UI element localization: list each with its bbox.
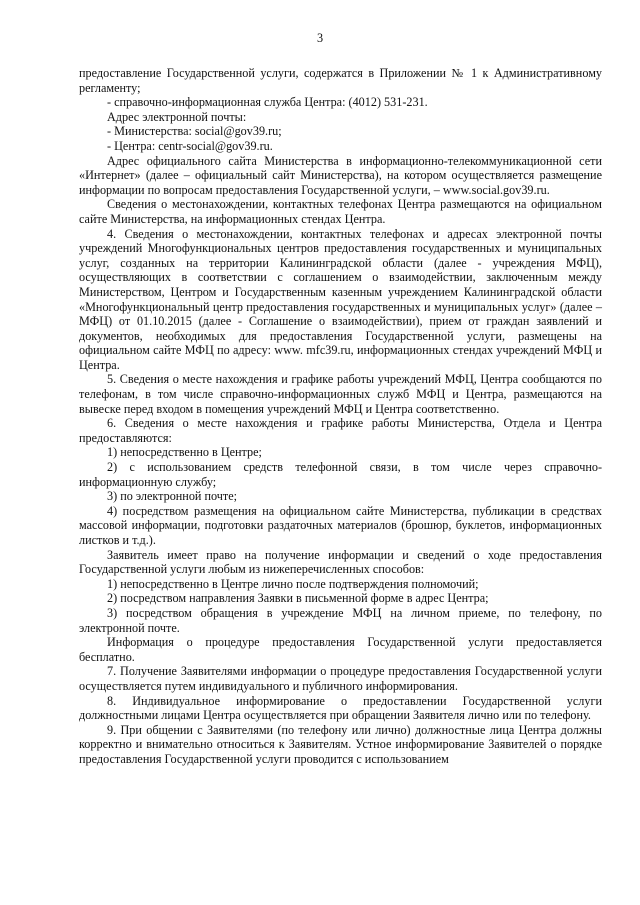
list-item: 2) с использованием средств телефонной связи, в том числе через справочно-информационную службу; — [79, 460, 602, 489]
list-item: 4) посредством размещения на официальном сайте Министерства, публикации в средствах массовой информации, подготовки раздаточных материалов (брошюр, буклетов, информационных листков и т.д.). — [79, 503, 602, 547]
paragraph-center-contacts: Сведения о местонахождении, контактных телефонах Центра размещаются на официальном сайте Министерства, на информационных стендах Центра. — [79, 197, 602, 226]
paragraph-item-6: 6. Сведения о месте нахождения и графике работы Министерства, Отдела и Центра предоставляются: — [79, 416, 602, 445]
paragraph-item-4: 4. Сведения о местонахождении, контактных телефонах и адресах электронной почты учреждений Многофункциональных центров предоставления государственных и муниципальных услуг, созданных на территории Калининградской области (далее - учреждения МФЦ), осуществляющих в соответствии с соглашением о взаимодействии, заключенным между Министерством, Центром и Государственным казенным учреждением Калининградской области «Многофункциональный центр предоставления государственных и муниципальных услуг» (далее – МФЦ) от 01.10.2015 (далее - Соглашение о взаимодействии), прием от граждан заявлений и документов, необходимых для предоставления Государственной услуги, размещены на официальном сайте МФЦ по адресу: www. mfc39.ru, информационных стендах учреждений МФЦ и Центра. — [79, 226, 602, 372]
list-item: 3) по электронной почте; — [107, 489, 238, 504]
document-body — [79, 66, 602, 767]
list-item: 2) посредством направления Заявки в письменной форме в адрес Центра; — [107, 591, 489, 606]
page-number: 3 — [316, 31, 324, 45]
paragraph-item-8: 8. Индивидуальное информирование о предоставлении Государственной услуги должностными лицами Центра осуществляется при обращении Заявителя лично или по телефону. — [79, 693, 602, 723]
list-item: 3) посредством обращения в учреждение МФЦ на личном приеме, по телефону, по электронной почте. — [79, 605, 602, 635]
paragraph-official-site: Адрес официального сайта Министерства в информационно-телекоммуникационной сети «Интернет» (далее – официальный сайт Министерства), на котором осуществляется размещение информации по вопросам предоставления Государственной услуги, – www.social.gov39.ru. — [79, 153, 602, 197]
paragraph-ministry-email: - Министерства: social@gov39.ru; — [107, 124, 282, 139]
paragraph-free-info: Информация о процедуре предоставления Государственной услуги предоставляется бесплатно. — [79, 635, 602, 664]
paragraph-item-5: 5. Сведения о месте нахождения и графике работы учреждений МФЦ, Центра сообщаются по телефонам, в том числе справочно-информационных служб МФЦ и Центра, размещаются на вывеске перед входом в помещения учреждений МФЦ и Центра соответственно. — [79, 372, 602, 416]
paragraph-item-7: 7. Получение Заявителями информации о процедуре предоставления Государственной услуги осуществляется путем индивидуального и публичного информирования. — [79, 664, 602, 693]
paragraph-email-heading: Адрес электронной почты: — [107, 109, 247, 124]
paragraph-item-9: 9. При общении с Заявителями (по телефону или лично) должностные лица Центра должны корректно и внимательно относиться к Заявителям. Устное информирование Заявителей о порядке предоставления Государственной услуги проводится с использованием — [79, 722, 602, 766]
paragraph-intro-continuation: предоставление Государственной услуги, содержатся в Приложении № 1 к Административному регламенту; — [79, 66, 602, 95]
list-item: 1) непосредственно в Центре лично после подтверждения полномочий; — [107, 576, 479, 591]
paragraph-center-email: - Центра: centr-social@gov39.ru. — [107, 138, 273, 153]
paragraph-applicant-rights: Заявитель имеет право на получение информации и сведений о ходе предоставления Государственной услуги любым из нижеперечисленных способов: — [79, 547, 602, 577]
list-item: 1) непосредственно в Центре; — [107, 445, 262, 460]
paragraph-help-service: - справочно-информационная служба Центра: (4012) 531-231. — [107, 95, 428, 110]
